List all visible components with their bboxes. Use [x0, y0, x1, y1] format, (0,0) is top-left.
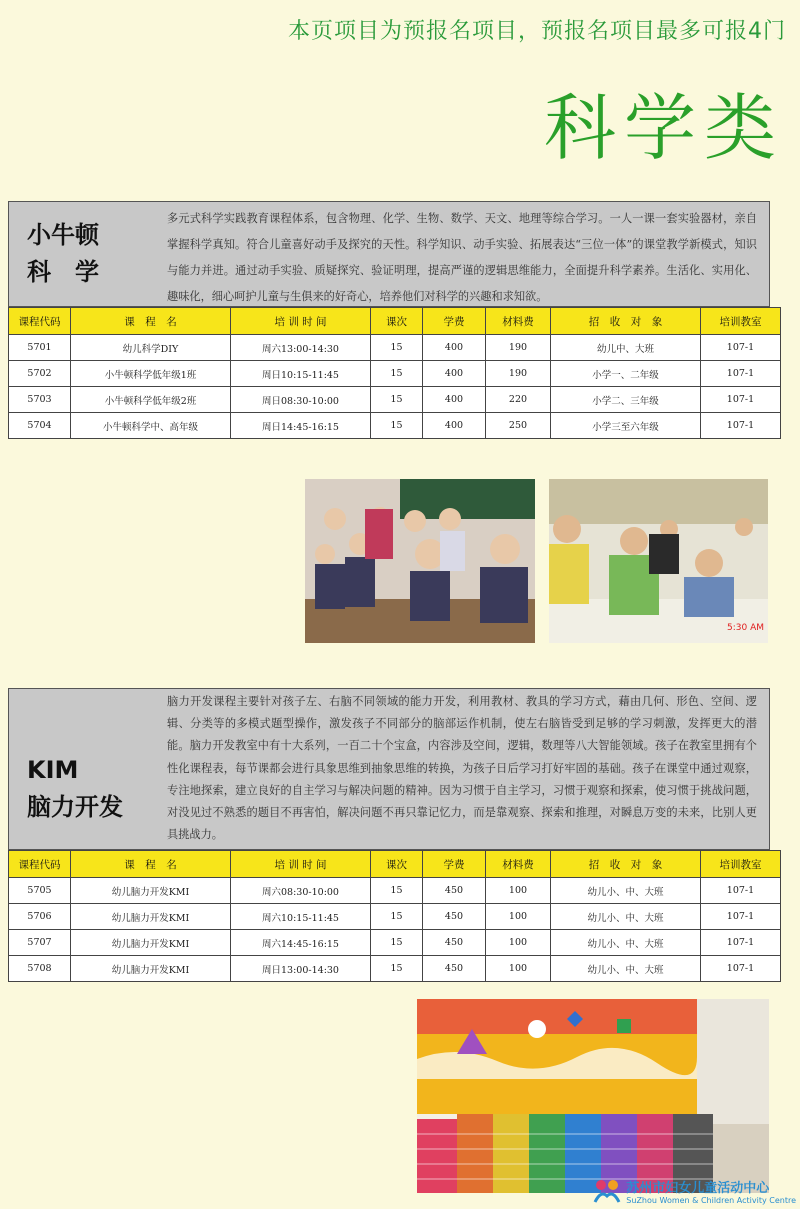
table-cell: 5701	[9, 335, 71, 361]
table-cell: 15	[371, 387, 423, 413]
table-cell: 100	[486, 956, 551, 982]
table-cell: 450	[423, 956, 486, 982]
logo-name-cn: 苏州市妇女儿童活动中心	[626, 1181, 770, 1196]
course-name-line1: 小牛顿	[27, 220, 99, 249]
table-cell: 107-1	[701, 387, 781, 413]
column-header: 培 训 时 间	[231, 308, 371, 335]
table-row	[9, 335, 781, 361]
table-cell: 周六13:00-14:30	[231, 335, 371, 361]
course-section-science	[8, 201, 770, 439]
table-cell: 450	[423, 904, 486, 930]
table-row	[9, 956, 781, 982]
table-cell: 小牛顿科学低年级1班	[71, 361, 231, 387]
enrollment-note: 本页项目为预报名项目，预报名项目最多可报4门	[288, 19, 786, 44]
course-name	[9, 202, 167, 306]
table-cell: 250	[486, 413, 551, 439]
table-cell: 小牛顿科学低年级2班	[71, 387, 231, 413]
table-row	[9, 413, 781, 439]
column-header: 培训教室	[701, 851, 781, 878]
table-cell: 幼儿科学DIY	[71, 335, 231, 361]
column-header: 课次	[371, 308, 423, 335]
table-cell: 周日10:15-11:45	[231, 361, 371, 387]
table-cell: 220	[486, 387, 551, 413]
table-cell: 100	[486, 878, 551, 904]
table-cell: 15	[371, 904, 423, 930]
table-cell: 幼儿中、大班	[551, 335, 701, 361]
table-cell: 15	[371, 413, 423, 439]
table-cell: 450	[423, 878, 486, 904]
table-cell: 幼儿小、中、大班	[551, 956, 701, 982]
table-cell: 107-1	[701, 335, 781, 361]
table-cell: 450	[423, 930, 486, 956]
column-header: 培训教室	[701, 308, 781, 335]
column-header: 招 收 对 象	[551, 308, 701, 335]
course-table	[8, 307, 781, 439]
column-header: 学费	[423, 308, 486, 335]
column-header: 学费	[423, 851, 486, 878]
column-header: 材料费	[486, 308, 551, 335]
table-cell: 幼儿脑力开发KMI	[71, 878, 231, 904]
course-description: 脑力开发课程主要针对孩子左、右脑不同领域的能力开发，利用教材、教具的学习方式，藉由几何、形色、空间、逻辑、分类等的多模式题型操作，激发孩子不同部分的脑部运作机制，使左右脑皆受到足够的学习刺激，发挥更大的潜能。脑力开发教室中有十大系列，一百二十个宝盒，内容涉及空间，逻辑，数理等八大智能领域。孩子在教室里拥有个性化课程表，每节课都会进行具象思维到抽象思维的转换，为孩子日后学习打好牢固的基础。孩子在课堂中通过观察，专注地探索，建立良好的自主学习与解决问题的精神。因为习惯于自主学习，习惯于观察和探索，使习惯于挑战问题，对没见过不熟悉的题目不再害怕，解决问题不再只靠记忆力，而是靠观察、探索和推理，对瞬息万变的未来，比别人更具挑战力。	[167, 695, 757, 842]
logo-name-en: SuZhou Women & Children Activity Centre	[626, 1196, 796, 1205]
table-cell: 100	[486, 904, 551, 930]
table-cell: 190	[486, 361, 551, 387]
kim-classroom-photo	[417, 999, 769, 1193]
course-name	[9, 689, 167, 849]
table-cell: 小学三至六年级	[551, 413, 701, 439]
table-row	[9, 361, 781, 387]
classroom-photo-1	[305, 479, 535, 643]
table-cell: 400	[423, 387, 486, 413]
table-cell: 107-1	[701, 930, 781, 956]
course-table	[8, 850, 781, 982]
table-cell: 幼儿脑力开发KMI	[71, 904, 231, 930]
table-cell: 小牛顿科学中、高年级	[71, 413, 231, 439]
table-header-row	[9, 308, 781, 335]
table-cell: 400	[423, 413, 486, 439]
table-cell: 5702	[9, 361, 71, 387]
table-cell: 107-1	[701, 956, 781, 982]
photo-timestamp: 5:30 AM	[727, 623, 764, 633]
table-cell: 5708	[9, 956, 71, 982]
table-cell: 周日08:30-10:00	[231, 387, 371, 413]
table-row	[9, 878, 781, 904]
table-row	[9, 387, 781, 413]
table-cell: 107-1	[701, 413, 781, 439]
course-intro	[8, 688, 770, 850]
course-name-line1: KIM	[27, 755, 79, 784]
table-header-row	[9, 851, 781, 878]
table-cell: 107-1	[701, 361, 781, 387]
table-cell: 15	[371, 956, 423, 982]
table-cell: 400	[423, 335, 486, 361]
course-intro	[8, 201, 770, 307]
table-cell: 5703	[9, 387, 71, 413]
category-title: 科学类	[543, 86, 784, 170]
table-row	[9, 904, 781, 930]
table-cell: 400	[423, 361, 486, 387]
table-cell: 15	[371, 878, 423, 904]
table-cell: 周日13:00-14:30	[231, 956, 371, 982]
column-header: 课程代码	[9, 851, 71, 878]
table-row	[9, 930, 781, 956]
table-cell: 107-1	[701, 878, 781, 904]
organization-logo	[592, 1177, 796, 1205]
table-cell: 100	[486, 930, 551, 956]
classroom-photo-2	[549, 479, 768, 643]
course-name-line2: 科 学	[27, 258, 99, 286]
course-section-kim	[8, 688, 770, 982]
column-header: 培 训 时 间	[231, 851, 371, 878]
table-cell: 190	[486, 335, 551, 361]
table-cell: 15	[371, 930, 423, 956]
table-cell: 107-1	[701, 904, 781, 930]
table-cell: 幼儿小、中、大班	[551, 878, 701, 904]
column-header: 课程代码	[9, 308, 71, 335]
table-cell: 5704	[9, 413, 71, 439]
table-cell: 幼儿小、中、大班	[551, 930, 701, 956]
column-header: 课 程 名	[71, 851, 231, 878]
column-header: 课 程 名	[71, 308, 231, 335]
table-cell: 15	[371, 361, 423, 387]
table-cell: 小学二、三年级	[551, 387, 701, 413]
course-name-line2: 脑力开发	[27, 793, 123, 821]
table-cell: 幼儿脑力开发KMI	[71, 956, 231, 982]
column-header: 招 收 对 象	[551, 851, 701, 878]
table-cell: 周六14:45-16:15	[231, 930, 371, 956]
course-description: 多元式科学实践教育课程体系，包含物理、化学、生物、数学、天文、地理等综合学习。一人一课一套实验器材，亲自掌握科学真知。符合儿童喜好动手及探究的天性。科学知识、动手实验、拓展表达“三位一体”的课堂教学新模式，知识与能力并进。通过动手实验、质疑探究、验证明理，提高严谨的逻辑思维能力，全面提升科学素养。生活化、实用化、趣味化，细心呵护儿童与生俱来的好奇心，培养他们对科学的兴趣和求知欲。	[167, 212, 757, 303]
table-cell: 5705	[9, 878, 71, 904]
table-cell: 5706	[9, 904, 71, 930]
table-cell: 周六10:15-11:45	[231, 904, 371, 930]
table-cell: 5707	[9, 930, 71, 956]
table-cell: 小学一、二年级	[551, 361, 701, 387]
column-header: 课次	[371, 851, 423, 878]
table-cell: 幼儿脑力开发KMI	[71, 930, 231, 956]
table-cell: 周日14:45-16:15	[231, 413, 371, 439]
column-header: 材料费	[486, 851, 551, 878]
table-cell: 15	[371, 335, 423, 361]
table-cell: 幼儿小、中、大班	[551, 904, 701, 930]
organization-logo-icon	[592, 1178, 622, 1204]
table-cell: 周六08:30-10:00	[231, 878, 371, 904]
